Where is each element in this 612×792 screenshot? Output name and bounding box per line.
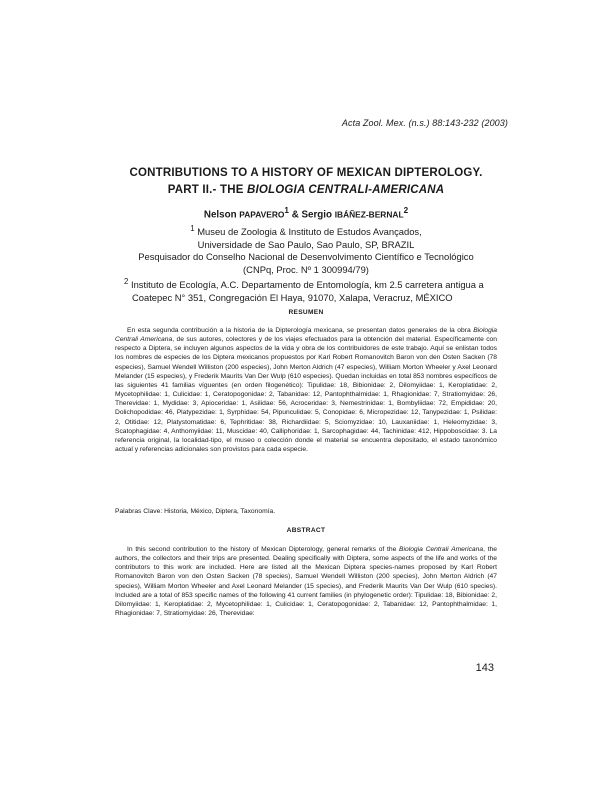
affiliation-1-line-1 [108,223,504,239]
affiliation-1-line-3: Pesquisador do Conselho Nacional de Desenvolvimento Científico e Tecnológico [138,251,474,263]
resumen-heading: RESUMEN [288,309,324,316]
resumen-italic: Biologia Centrali Americana [115,327,497,344]
author1-sup: 1 [284,206,289,215]
keywords-label: Palabras Clave: [115,508,163,515]
aff2-line1-text: Instituto de Ecología, A.C. Departamento de Entomología, km 2.5 carretera antigua a [130,279,484,291]
aff1-line1-text: Museu de Zoologia & Instituto de Estudos Avançados, [197,225,422,237]
affiliation-1-line-4: (CNPq, Proc. Nº 1 300994/79) [243,263,369,275]
resumen-body [115,326,497,454]
page-number: 143 [475,662,494,674]
resumen-text-1: En esta segunda contribución a la historia de la Dipterología mexicana, se presentan datos generales de la obra [127,327,474,334]
title-line-2-prefix: PART II.- THE [167,184,247,196]
author2-sup: 2 [403,206,409,215]
aff2-line2-text: Coatepec N° 351, Congregación El Haya, 91070, Xalapa, Veracruz, MÉXICO [132,292,453,304]
author2-last: IBÁÑEZ-BERNAL [334,209,404,220]
title-line-1: CONTRIBUTIONS TO A HISTORY OF MEXICAN DIPTEROLOGY. [129,167,483,179]
abstract-text-2: , the authors, the collectors and their trips are presented. Dealing specifically with Diptera, some aspects of the life and works of the contributors to this work are included. Here are listed all the Mexican Diptera species-names proposed by Karl Robert Romanovitch Baron von den Osten Sacken (78 species), Samuel Wendell Williston (200 species), John Merton Aldrich (47 species), William Morton Wheeler and Axel Leonard Melander (15 species), and Frederik Maurits Van Der Wulp (610 species). Included are a total of 853 specific names of the following 41 current families (in phylogenetic order): Tipulidae: 18, Bibionidae: 2, Dilomyiidae: 1, Keroplatidae: 2, Mycetophilidae: 1, Culicidae: 1, Ceratopogonidae: 2, Tabanidae: 12, Pantophthalmidae: 1, Rhagionidae: 7, Stratiomyidae: 26, Therevidae: [115,546,497,618]
aff1-sup: 1 [190,223,195,233]
resumen-text-2: , de sus autores, colectores y de los viajes efectuados para la obtención del material. Específicamente con respecto a Diptera, se incluyen algunos aspectos de la vida y obra de los contribuidores de este trabajo. Aquí se enlistan todos los nombres de especies de los Diptera mexicanos propuestos por Karl Robert Romanovitch Baron von den Osten Sacken (78 especies), Samuel Wendell Williston (200 especies), John Merton Aldrich (47 especies), William Morton Wheeler y Axel Leonard Melander (15 especies), y Frederik Maurits Van Der Wulp (610 especies). Quedan incluidas en total 853 nombres específicos de las siguientes 41 familias víguentes (en orden filogenético): Tipulidae: 18, Bibionidae: 2, Dilomyiidae: 1, Keroplatidae: 2, Mycetophilidae: 1, Culicidae: 1, Ceratopogonidae: 2, Tabanidae: 12, Pantophthalmidae: 1, Rhagionidae: 7, Stratiomyidae: 26, Therevidae: 1, Mydidae: 3, Apioceridae: 1, Asilidae: 56, Acroceridae: 3, Nemestrinidae: 1, Bombyliidae: 72, Empididae: 20, Dolichopodidae: 46, Platypezidae: 1, Syrphidae: 54, Pipunculidae: 5, Conopidae: 6, Micropezidae: 12, Tanypezidae: 1, Psilidae: 2, Otitidae: 12, Platystomatidae: 6, Tephritidae: 38, Richardiidae: 5, Sciomyzidae: 10, Lauxaniidae: 1, Heleomyzidae: 3, Scatophagidae: 4, Anthomyiidae: 11, Muscidae: 40, Calliphoridae: 1, Sarcophagidae: 44, Tachinidae: 412, Hippoboscidae: 3. La referencia original, la localidad-tipo, el museo o colección donde el material se encuentra depositado, el estado taxonómico actual y referencias adicionales son provistos para cada especie. [115,336,497,454]
author-separator: & Sergio [288,209,335,221]
abstract-text-1: In this second contribution to the history of Mexican Dipterology, general remarks of the [127,546,400,553]
aff2-sup: 2 [124,277,129,287]
author1-first: Nelson [203,209,240,221]
title-line-2 [0,182,612,199]
author1-last: PAPAVERO [239,209,285,220]
keywords-text: Historia, México, Diptera, Taxonomía. [162,508,276,515]
affiliation-2 [108,276,504,304]
abstract-heading: ABSTRACT [286,527,326,534]
affiliation-1-line-2: Universidade de Sao Paulo, Sao Paulo, SP, BRAZIL [197,238,415,250]
keywords [115,508,275,515]
abstract-italic: Biologia Centrali Americana [399,546,484,553]
title-line-2-italic: BIOLOGIA CENTRALI-AMERICANA [246,184,445,196]
journal-reference: Acta Zool. Mex. (n.s.) 88:143-232 (2003) [341,118,508,128]
authors-affiliations [108,205,504,305]
author-names [108,205,504,222]
abstract-body [115,545,497,618]
paper-title [0,165,612,199]
